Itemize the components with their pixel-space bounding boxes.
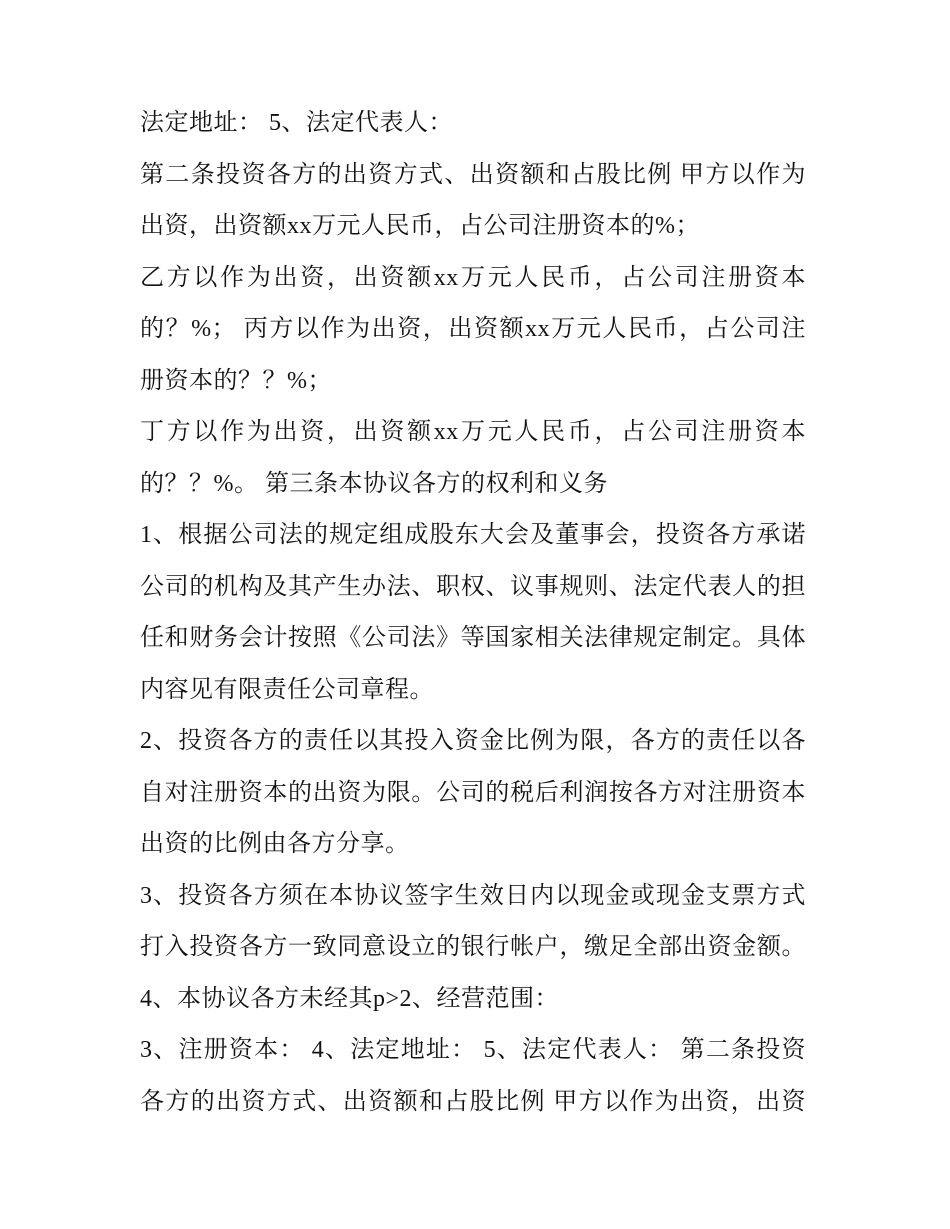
text-line: 内容见有限责任公司章程。	[140, 676, 434, 703]
text-line: 乙方以作为出资，出资额xx万元人民币，占公司注册资本	[140, 264, 806, 291]
text-line: 丁方以作为出资，出资额xx万元人民币，占公司注册资本	[140, 419, 806, 445]
text-line: 各方的出资方式、出资额和占股比例 甲方以作为出资，出资	[140, 1088, 806, 1115]
text-line: 3、投资各方须在本协议签字生效日内以现金或现金支票方式	[140, 882, 806, 909]
text-line: 打入投资各方一致同意设立的银行帐户，缴足全部出资金额。	[140, 934, 806, 960]
text-line: 出资的比例由各方分享。	[140, 831, 410, 857]
text-line: 法定地址： 5、法定代表人：	[140, 110, 453, 136]
text-line: 1、根据公司法的规定组成股东大会及董事会，投资各方承诺	[140, 522, 806, 548]
text-line: 的？%； 丙方以作为出资，出资额xx万元人民币，占公司注	[140, 316, 806, 342]
text-line: 自对注册资本的出资为限。公司的税后利润按各方对注册资本	[140, 779, 806, 806]
text-line: 3、注册资本： 4、法定地址： 5、法定代表人： 第二条投资	[140, 1037, 806, 1063]
text-line: 的？？%。 第三条本协议各方的权利和义务	[140, 470, 608, 497]
text-line: 出资，出资额xx万元人民币，占公司注册资本的%；	[140, 213, 700, 239]
text-line: 第二条投资各方的出资方式、出资额和占股比例 甲方以作为	[140, 161, 806, 188]
text-line: 公司的机构及其产生办法、职权、议事规则、法定代表人的担	[140, 573, 806, 600]
text-line: 册资本的？？%；	[140, 367, 332, 394]
text-line: 4、本协议各方未经其p>2、经营范围：	[140, 985, 560, 1012]
text-line: 2、投资各方的责任以其投入资金比例为限，各方的责任以各	[140, 728, 806, 754]
document-text-block	[140, 98, 806, 1128]
text-line: 任和财务会计按照《公司法》等国家相关法律规定制定。具体	[140, 625, 806, 651]
